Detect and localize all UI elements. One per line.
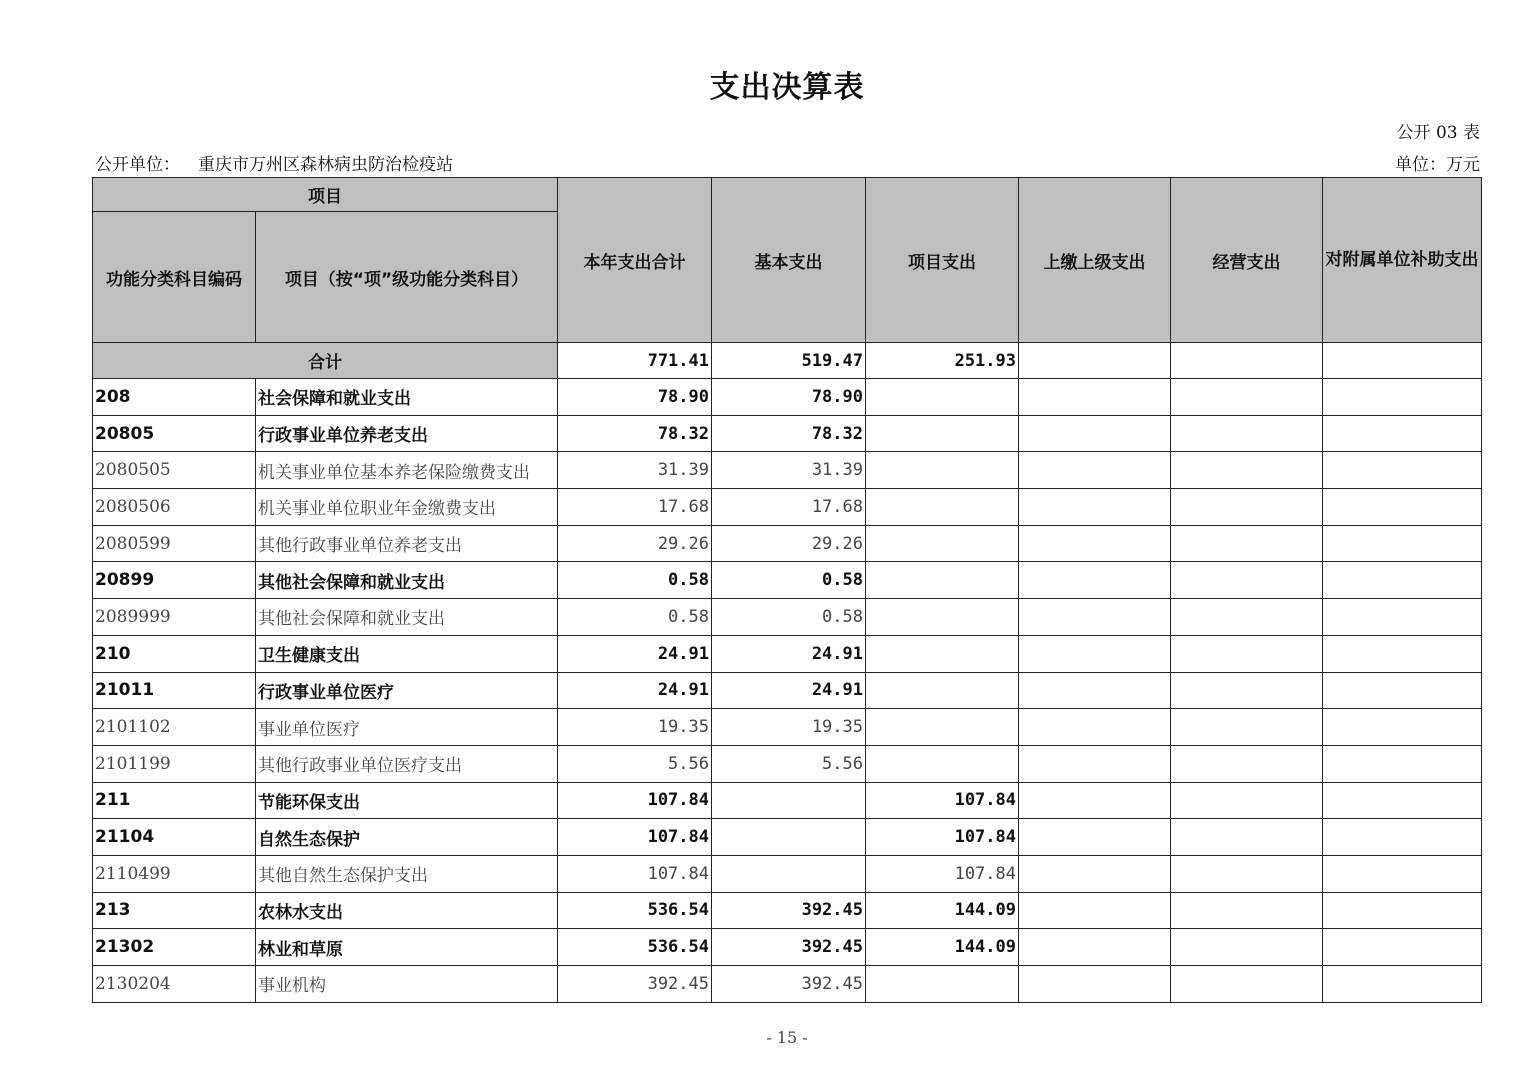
cell-subsidy <box>1323 379 1482 416</box>
cell-name: 其他社会保障和就业支出 <box>256 562 558 599</box>
table-row <box>93 892 1482 929</box>
cell-subsidy <box>1323 745 1482 782</box>
cell-basic <box>712 855 866 892</box>
cell-total: 24.91 <box>558 672 712 709</box>
currency-unit: 单位：万元 <box>1395 155 1480 175</box>
table-row <box>93 415 1482 452</box>
cell-superior <box>1019 599 1171 636</box>
cell-project <box>866 745 1019 782</box>
cell-name: 事业机构 <box>256 966 558 1003</box>
cell-total: 536.54 <box>558 892 712 929</box>
table-row <box>93 855 1482 892</box>
cell-total: 31.39 <box>558 452 712 489</box>
cell-code: 21302 <box>93 929 256 966</box>
cell-subsidy <box>1323 709 1482 746</box>
cell-subsidy <box>1323 782 1482 819</box>
header-business: 经营支出 <box>1171 178 1323 343</box>
cell-subsidy <box>1323 819 1482 856</box>
table-row <box>93 709 1482 746</box>
total-cell-total: 771.41 <box>558 343 712 379</box>
total-cell-project: 251.93 <box>866 343 1019 379</box>
cell-name: 自然生态保护 <box>256 819 558 856</box>
page-number: - 15 - <box>766 1028 808 1047</box>
cell-name: 事业单位医疗 <box>256 709 558 746</box>
table-row <box>93 452 1482 489</box>
cell-superior <box>1019 635 1171 672</box>
cell-project <box>866 709 1019 746</box>
cell-name: 行政事业单位养老支出 <box>256 415 558 452</box>
cell-business <box>1171 782 1323 819</box>
cell-subsidy <box>1323 672 1482 709</box>
cell-code: 2110499 <box>93 855 256 892</box>
cell-code: 21011 <box>93 672 256 709</box>
table-row <box>93 966 1482 1003</box>
header-subsidy: 对附属单位补助支出 <box>1323 178 1482 343</box>
cell-business <box>1171 966 1323 1003</box>
cell-project <box>866 525 1019 562</box>
cell-superior <box>1019 525 1171 562</box>
header-name: 项目（按“项”级功能分类科目） <box>256 212 558 343</box>
table-row <box>93 819 1482 856</box>
cell-total: 19.35 <box>558 709 712 746</box>
cell-superior <box>1019 562 1171 599</box>
cell-total: 5.56 <box>558 745 712 782</box>
cell-superior <box>1019 672 1171 709</box>
total-label: 合计 <box>93 343 558 379</box>
cell-business <box>1171 855 1323 892</box>
publishing-unit <box>95 150 453 175</box>
header-project-group: 项目 <box>93 178 558 212</box>
cell-name: 林业和草原 <box>256 929 558 966</box>
cell-basic: 392.45 <box>712 892 866 929</box>
table-row <box>93 929 1482 966</box>
publishing-unit-name: 重庆市万州区森林病虫防治检疫站 <box>198 155 453 175</box>
cell-subsidy <box>1323 855 1482 892</box>
cell-subsidy <box>1323 452 1482 489</box>
cell-basic: 31.39 <box>712 452 866 489</box>
cell-basic: 392.45 <box>712 929 866 966</box>
cell-total: 392.45 <box>558 966 712 1003</box>
table-row <box>93 745 1482 782</box>
cell-superior <box>1019 855 1171 892</box>
cell-business <box>1171 599 1323 636</box>
cell-superior <box>1019 745 1171 782</box>
cell-project: 107.84 <box>866 782 1019 819</box>
cell-code: 21104 <box>93 819 256 856</box>
cell-code: 20899 <box>93 562 256 599</box>
form-number: 公开 03 表 <box>1396 123 1480 143</box>
total-cell-subsidy <box>1323 343 1482 379</box>
expenditure-table <box>92 177 1482 1003</box>
cell-business <box>1171 452 1323 489</box>
cell-code: 2130204 <box>93 966 256 1003</box>
cell-code: 2080506 <box>93 489 256 526</box>
cell-code: 2101102 <box>93 709 256 746</box>
cell-basic: 392.45 <box>712 966 866 1003</box>
cell-basic <box>712 782 866 819</box>
cell-superior <box>1019 379 1171 416</box>
cell-business <box>1171 562 1323 599</box>
cell-subsidy <box>1323 415 1482 452</box>
total-row <box>93 343 1482 379</box>
cell-total: 78.32 <box>558 415 712 452</box>
cell-superior <box>1019 929 1171 966</box>
table-row <box>93 489 1482 526</box>
table-row <box>93 635 1482 672</box>
total-cell-basic: 519.47 <box>712 343 866 379</box>
cell-basic: 0.58 <box>712 562 866 599</box>
cell-code: 20805 <box>93 415 256 452</box>
cell-business <box>1171 635 1323 672</box>
cell-code: 2080505 <box>93 452 256 489</box>
table-row <box>93 782 1482 819</box>
cell-project: 144.09 <box>866 929 1019 966</box>
cell-subsidy <box>1323 489 1482 526</box>
cell-subsidy <box>1323 929 1482 966</box>
table-row <box>93 599 1482 636</box>
cell-subsidy <box>1323 635 1482 672</box>
cell-subsidy <box>1323 892 1482 929</box>
cell-name: 行政事业单位医疗 <box>256 672 558 709</box>
cell-superior <box>1019 819 1171 856</box>
table-row <box>93 379 1482 416</box>
table-row <box>93 562 1482 599</box>
cell-basic: 19.35 <box>712 709 866 746</box>
cell-business <box>1171 709 1323 746</box>
cell-basic: 17.68 <box>712 489 866 526</box>
cell-business <box>1171 819 1323 856</box>
cell-name: 其他行政事业单位医疗支出 <box>256 745 558 782</box>
cell-name: 其他行政事业单位养老支出 <box>256 525 558 562</box>
cell-subsidy <box>1323 562 1482 599</box>
cell-total: 107.84 <box>558 819 712 856</box>
cell-project: 144.09 <box>866 892 1019 929</box>
cell-business <box>1171 745 1323 782</box>
cell-project <box>866 489 1019 526</box>
cell-total: 536.54 <box>558 929 712 966</box>
cell-code: 2101199 <box>93 745 256 782</box>
cell-project <box>866 562 1019 599</box>
cell-business <box>1171 672 1323 709</box>
table-row <box>93 525 1482 562</box>
cell-basic <box>712 819 866 856</box>
cell-business <box>1171 415 1323 452</box>
cell-code: 213 <box>93 892 256 929</box>
cell-subsidy <box>1323 525 1482 562</box>
cell-superior <box>1019 452 1171 489</box>
cell-code: 2089999 <box>93 599 256 636</box>
table-row <box>93 672 1482 709</box>
cell-name: 卫生健康支出 <box>256 635 558 672</box>
cell-project <box>866 452 1019 489</box>
page-title: 支出决算表 <box>709 70 865 105</box>
cell-project: 107.84 <box>866 819 1019 856</box>
cell-project <box>866 415 1019 452</box>
cell-basic: 24.91 <box>712 672 866 709</box>
cell-project <box>866 966 1019 1003</box>
cell-name: 社会保障和就业支出 <box>256 379 558 416</box>
cell-name: 机关事业单位基本养老保险缴费支出 <box>256 452 558 489</box>
cell-code: 2080599 <box>93 525 256 562</box>
cell-name: 其他自然生态保护支出 <box>256 855 558 892</box>
header-code: 功能分类科目编码 <box>93 212 256 343</box>
cell-basic: 78.32 <box>712 415 866 452</box>
cell-total: 107.84 <box>558 782 712 819</box>
cell-total: 107.84 <box>558 855 712 892</box>
cell-total: 24.91 <box>558 635 712 672</box>
cell-name: 其他社会保障和就业支出 <box>256 599 558 636</box>
cell-project: 107.84 <box>866 855 1019 892</box>
header-basic: 基本支出 <box>712 178 866 343</box>
cell-total: 0.58 <box>558 562 712 599</box>
cell-project <box>866 599 1019 636</box>
cell-project <box>866 672 1019 709</box>
header-superior: 上缴上级支出 <box>1019 178 1171 343</box>
cell-code: 208 <box>93 379 256 416</box>
cell-basic: 0.58 <box>712 599 866 636</box>
cell-total: 29.26 <box>558 525 712 562</box>
cell-superior <box>1019 966 1171 1003</box>
cell-total: 78.90 <box>558 379 712 416</box>
cell-superior <box>1019 782 1171 819</box>
cell-business <box>1171 489 1323 526</box>
cell-total: 0.58 <box>558 599 712 636</box>
cell-business <box>1171 525 1323 562</box>
cell-subsidy <box>1323 966 1482 1003</box>
total-cell-superior <box>1019 343 1171 379</box>
cell-business <box>1171 379 1323 416</box>
cell-code: 210 <box>93 635 256 672</box>
cell-code: 211 <box>93 782 256 819</box>
cell-total: 17.68 <box>558 489 712 526</box>
header-project: 项目支出 <box>866 178 1019 343</box>
cell-subsidy <box>1323 599 1482 636</box>
cell-basic: 78.90 <box>712 379 866 416</box>
cell-business <box>1171 892 1323 929</box>
cell-name: 节能环保支出 <box>256 782 558 819</box>
publishing-unit-label: 公开单位： <box>95 155 180 175</box>
cell-superior <box>1019 489 1171 526</box>
cell-basic: 5.56 <box>712 745 866 782</box>
cell-name: 机关事业单位职业年金缴费支出 <box>256 489 558 526</box>
cell-business <box>1171 929 1323 966</box>
cell-project <box>866 635 1019 672</box>
cell-project <box>866 379 1019 416</box>
total-cell-business <box>1171 343 1323 379</box>
header-total: 本年支出合计 <box>558 178 712 343</box>
cell-superior <box>1019 892 1171 929</box>
cell-superior <box>1019 709 1171 746</box>
cell-name: 农林水支出 <box>256 892 558 929</box>
cell-basic: 29.26 <box>712 525 866 562</box>
cell-basic: 24.91 <box>712 635 866 672</box>
cell-superior <box>1019 415 1171 452</box>
